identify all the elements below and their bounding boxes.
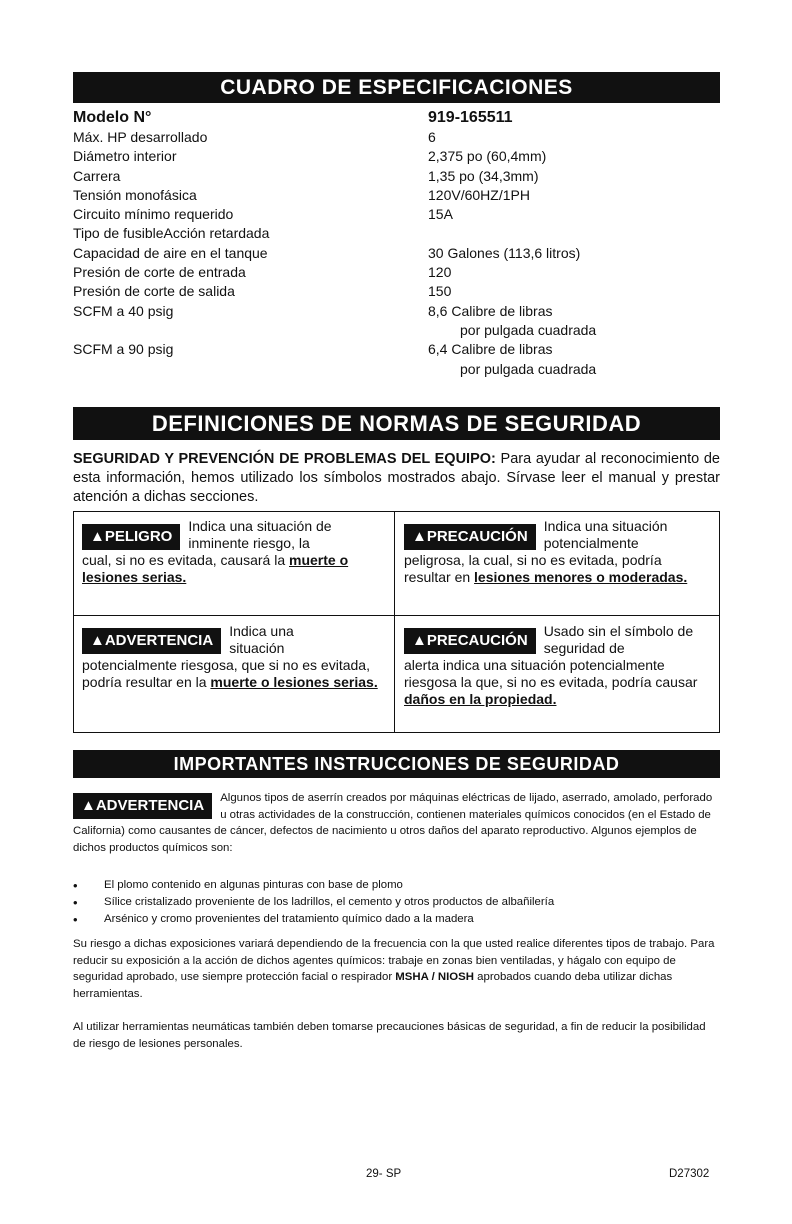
bullet-icon: •: [73, 912, 78, 927]
california-warning: [73, 790, 720, 857]
spec-label: Tipo de fusibleAcción retardada: [73, 225, 270, 242]
spec-row-cont: [73, 360, 720, 379]
intro-bold: SEGURIDAD Y PREVENCIÓN DE PROBLEMAS DEL EQUIPO:: [73, 451, 496, 467]
spec-row: [73, 205, 720, 224]
spec-row: [73, 340, 720, 359]
spec-value: 8,6 Calibre de libras: [428, 302, 553, 319]
spec-label: SCFM a 90 psig: [73, 341, 174, 358]
list-item: [73, 894, 720, 911]
spec-label: Presión de corte de salida: [73, 283, 235, 300]
cell-advertencia: [82, 623, 378, 691]
precaucion-2-emphasis: daños en la propiedad.: [404, 691, 557, 707]
list-item-text: Arsénico y cromo provenientes del tratamiento químico dado a la madera: [104, 913, 474, 925]
spec-row: [73, 186, 720, 205]
spec-value: 120V/60HZ/1PH: [428, 186, 530, 203]
spec-label: Máx. HP desarrollado: [73, 129, 208, 145]
spec-value-cont: por pulgada cuadrada: [460, 321, 597, 338]
precaucion-1-emphasis: lesiones menores o moderadas.: [474, 569, 688, 585]
spec-row: [73, 282, 720, 301]
list-item-text: Sílice cristalizado proveniente de los ladrillos, el cemento y otros productos de albañilería: [104, 896, 555, 908]
list-item: [73, 877, 720, 894]
exposure-text-end: aprobados cuando deba utilizar dichas herramientas.: [73, 971, 673, 1001]
advertencia-emphasis: muerte o lesiones serias.: [210, 674, 378, 690]
spec-row: [73, 147, 720, 166]
exposure-text: Su riesgo a dichas exposiciones variará dependiendo de la frecuencia con la que usted realice diferentes tipos de trabajo. Para reducir su exposición a la acción de dichos agentes químicos: trabaje en zonas bien ventiladas, y hágalo con equipo de seguridad aprobado, use siempre protección facial o respirador: [73, 938, 715, 984]
peligro-side-text: Indica una situación de inminente riesgo, la: [188, 518, 332, 551]
list-item: [73, 911, 720, 928]
exposure-paragraph: [73, 936, 720, 1003]
spec-title: CUADRO DE ESPECIFICACIONES: [73, 72, 720, 103]
cell-precaucion-1: [404, 518, 712, 586]
spec-value: 15A: [428, 206, 453, 223]
spec-label: Tensión monofásica: [73, 186, 197, 203]
document-code: D27302: [669, 1168, 710, 1180]
spec-value: [428, 224, 720, 243]
cell-precaucion-2: [404, 623, 712, 708]
intro-text: Para ayudar al reconocimiento de esta información, hemos utilizado los símbolos mostrados abajo. Sírvase leer el manual y prestar atención a dichas secciones.: [73, 451, 720, 505]
pneumatic-paragraph: Al utilizar herramientas neumáticas también deben tomarse precauciones básicas de seguridad, a fin de reducir la posibilidad de riesgo de lesiones personales.: [73, 1021, 706, 1050]
chemical-list: [73, 877, 720, 928]
spec-header-label: Modelo N°: [73, 109, 152, 126]
peligro-text: cual, si no es evitada, causará la: [82, 552, 290, 568]
spec-row: [73, 224, 720, 243]
advertencia-side-text: Indica una situación: [229, 623, 294, 656]
signal-word-grid: [73, 511, 720, 733]
precaucion-2-text: alerta indica una situación potencialmente riesgosa la que, si no es evitada, podría causar: [404, 657, 698, 690]
spec-header-row: [73, 108, 720, 128]
spec-value-cont: por pulgada cuadrada: [460, 360, 597, 377]
instructions-title: IMPORTANTES INSTRUCCIONES DE SEGURIDAD: [73, 750, 720, 778]
spec-row: [73, 167, 720, 186]
cell-peligro: [82, 518, 378, 586]
spec-row: [73, 128, 720, 147]
spec-value: 1,35 po (34,3mm): [428, 167, 539, 184]
spec-label: Diámetro interior: [73, 148, 177, 165]
peligro-emphasis: muerte o lesiones serias.: [82, 552, 349, 585]
warning-badge: ▲ADVERTENCIA: [73, 793, 212, 819]
warning-text: Algunos tipos de aserrín creados por máquinas eléctricas de lijado, aserrado, amolado, perforado u otras actividades de la construcción, contienen materiales químicos conocidos (en el Estado de California) como causantes de cáncer, defectos de nacimiento u otros daños del aparato reproductivo. Algunos ejemplos de dichos productos químicos son:: [73, 792, 713, 855]
spec-label: SCFM a 40 psig: [73, 302, 174, 319]
advertencia-badge: ▲ADVERTENCIA: [82, 628, 221, 654]
page-number: 29- SP: [366, 1168, 402, 1180]
precaucion-1-text: peligrosa, la cual, si no es evitada, podría resultar en: [404, 552, 662, 585]
safety-title: DEFINICIONES DE NORMAS DE SEGURIDAD: [73, 407, 720, 440]
spec-table: [73, 108, 720, 379]
spec-value: 150: [428, 283, 452, 300]
spec-value: 6,4 Calibre de libras: [428, 341, 553, 358]
spec-value: 120: [428, 264, 452, 281]
spec-value: 6: [428, 129, 436, 145]
spec-header-value: 919-165511: [428, 109, 513, 126]
precaucion-1-side-text: Indica una situación potencialmente: [543, 518, 668, 551]
advertencia-text: potencialmente riesgosa, que si no es evitada, podría resultar en la: [82, 657, 370, 690]
spec-row-cont: [73, 321, 720, 340]
bullet-icon: •: [73, 878, 78, 893]
spec-value: 2,375 po (60,4mm): [428, 148, 547, 165]
spec-value: 30 Galones (113,6 litros): [428, 244, 581, 261]
precaucion-2-side-text: Usado sin el símbolo de seguridad de: [543, 623, 694, 656]
safety-intro: [73, 450, 720, 507]
precaucion-2-badge: ▲PRECAUCIÓN: [404, 628, 536, 654]
spec-row: [73, 244, 720, 263]
precaucion-1-badge: ▲PRECAUCIÓN: [404, 524, 536, 550]
peligro-badge: ▲PELIGRO: [82, 524, 180, 550]
spec-label: Carrera: [73, 167, 121, 184]
spec-label: Presión de corte de entrada: [73, 264, 246, 281]
spec-row: [73, 263, 720, 282]
msha-niosh: MSHA / NIOSH: [395, 971, 474, 984]
list-item-text: El plomo contenido en algunas pinturas con base de plomo: [104, 879, 403, 891]
bullet-icon: •: [73, 895, 78, 910]
grid-divider-vertical: [394, 512, 395, 732]
spec-label: Capacidad de aire en el tanque: [73, 244, 268, 261]
spec-label: Circuito mínimo requerido: [73, 206, 234, 223]
spec-row: [73, 302, 720, 321]
grid-divider-horizontal: [74, 615, 719, 616]
